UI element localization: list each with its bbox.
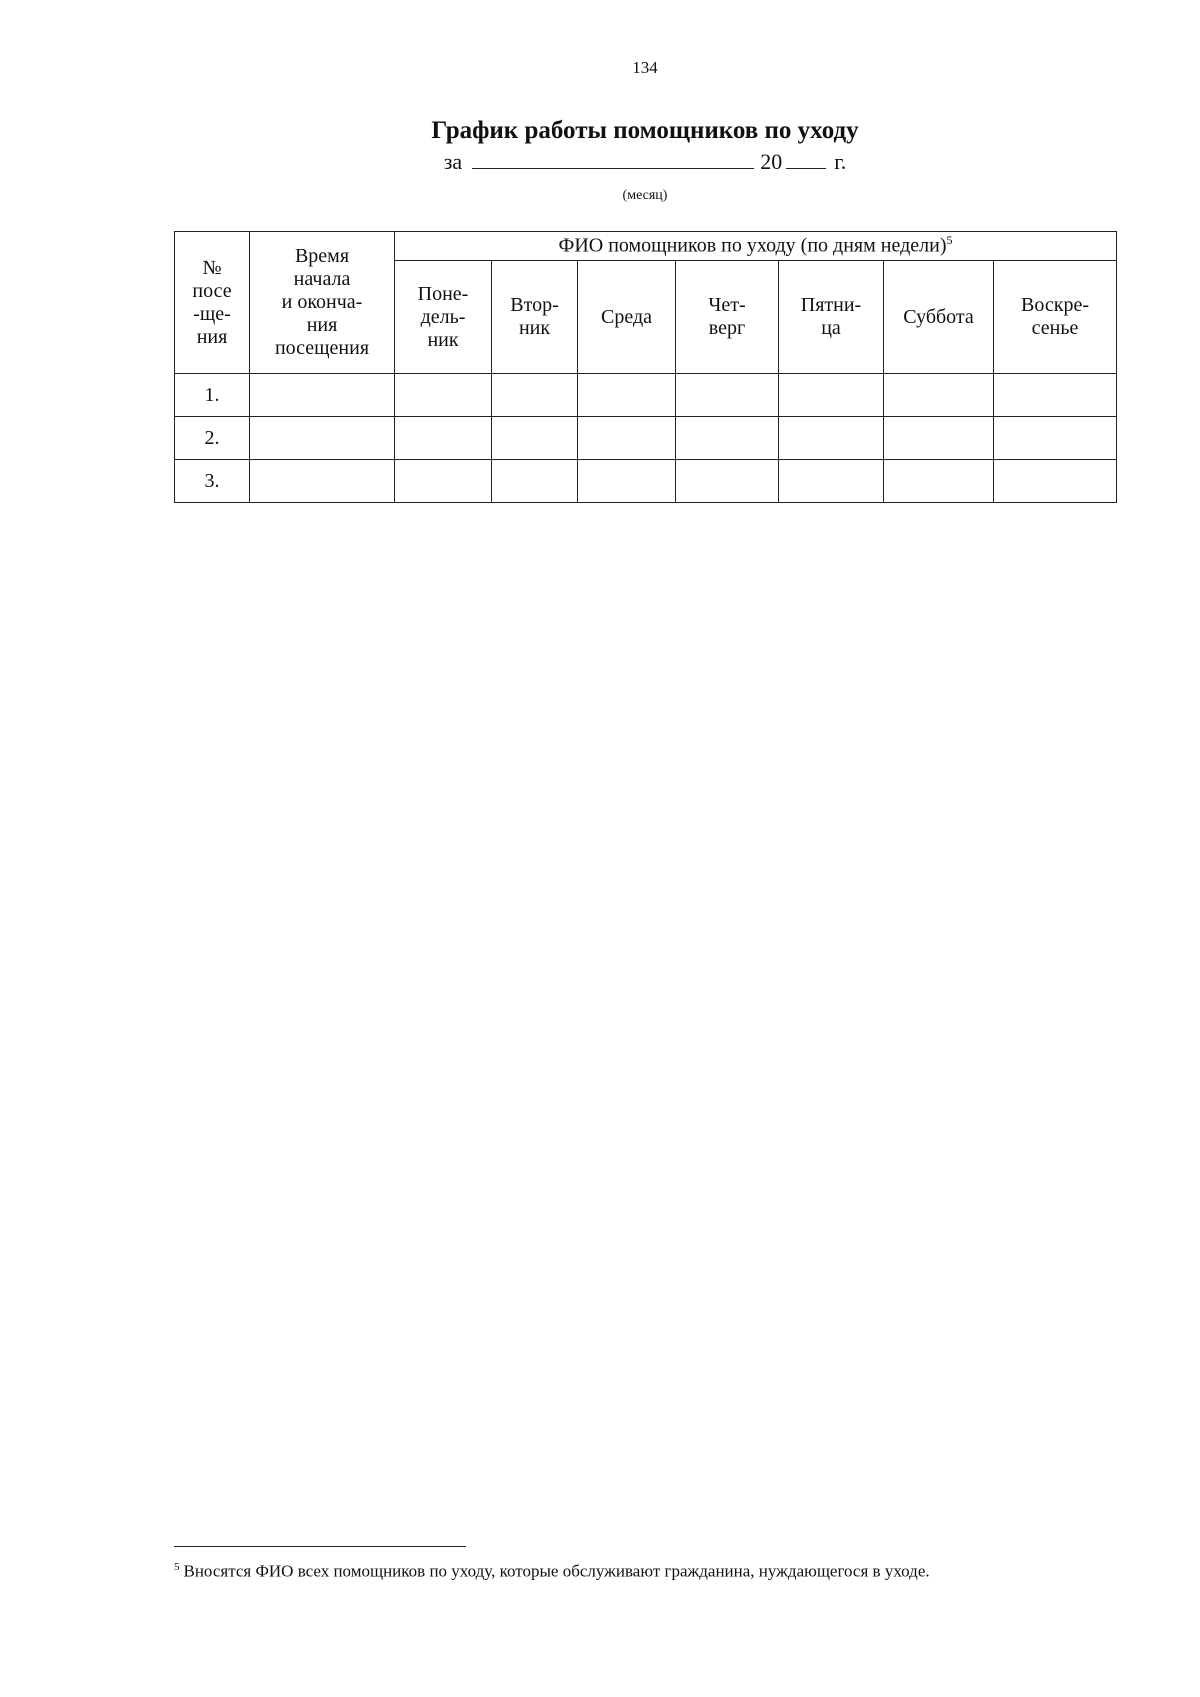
- footnote: [174, 1561, 930, 1582]
- period-prefix: за: [443, 149, 463, 174]
- header-visit-number: № посе -ще- ния: [175, 232, 250, 374]
- monday-cell[interactable]: [395, 417, 492, 460]
- table-row: [175, 417, 1117, 460]
- year-suffix: г.: [834, 149, 847, 174]
- header-day-wednesday: Среда: [578, 261, 676, 374]
- page-title: График работы помощников по уходу: [431, 117, 859, 144]
- footnote-divider: [174, 1546, 466, 1547]
- footnote-reference: 5: [946, 233, 953, 248]
- friday-cell[interactable]: [779, 417, 884, 460]
- year-prefix: 20: [760, 149, 783, 174]
- month-blank-field[interactable]: [472, 150, 754, 169]
- monday-cell[interactable]: [395, 460, 492, 503]
- wednesday-cell[interactable]: [578, 460, 676, 503]
- year-blank-field[interactable]: [786, 150, 826, 169]
- header-visit-time: Время начала и оконча- ния посещения: [250, 232, 395, 374]
- row-number: 2.: [175, 417, 250, 460]
- time-cell[interactable]: [250, 417, 395, 460]
- header-day-thursday: Чет- верг: [676, 261, 779, 374]
- friday-cell[interactable]: [779, 460, 884, 503]
- header-day-tuesday: Втор- ник: [492, 261, 578, 374]
- tuesday-cell[interactable]: [492, 460, 578, 503]
- tuesday-cell[interactable]: [492, 374, 578, 417]
- header-day-sunday: Воскре- сенье: [994, 261, 1117, 374]
- row-number: 1.: [175, 374, 250, 417]
- header-assistants-group: ФИО помощников по уходу (по дням недели)$^5$: [395, 232, 1117, 261]
- thursday-cell[interactable]: [676, 460, 779, 503]
- table-row: [175, 374, 1117, 417]
- wednesday-cell[interactable]: [578, 374, 676, 417]
- footnote-text: Вносятся ФИО всех помощников по уходу, которые обслуживают гражданина, нуждающегося в уходе.: [183, 1561, 930, 1581]
- sunday-cell[interactable]: [994, 460, 1117, 503]
- saturday-cell[interactable]: [884, 374, 994, 417]
- header-day-monday: Поне- дель- ник: [395, 261, 492, 374]
- saturday-cell[interactable]: [884, 417, 994, 460]
- monday-cell[interactable]: [395, 374, 492, 417]
- page-number: 134: [632, 58, 658, 77]
- schedule-table: [174, 231, 1117, 503]
- footnote-mark: 5: [174, 1561, 180, 1573]
- time-cell[interactable]: [250, 460, 395, 503]
- row-number: 3.: [175, 460, 250, 503]
- friday-cell[interactable]: [779, 374, 884, 417]
- header-day-saturday: Суббота: [884, 261, 994, 374]
- tuesday-cell[interactable]: [492, 417, 578, 460]
- table-row: [175, 460, 1117, 503]
- saturday-cell[interactable]: [884, 460, 994, 503]
- thursday-cell[interactable]: [676, 374, 779, 417]
- thursday-cell[interactable]: [676, 417, 779, 460]
- month-caption: (месяц): [622, 188, 668, 203]
- time-cell[interactable]: [250, 374, 395, 417]
- period-line: [0, 149, 1200, 175]
- sunday-cell[interactable]: [994, 417, 1117, 460]
- wednesday-cell[interactable]: [578, 417, 676, 460]
- header-day-friday: Пятни- ца: [779, 261, 884, 374]
- sunday-cell[interactable]: [994, 374, 1117, 417]
